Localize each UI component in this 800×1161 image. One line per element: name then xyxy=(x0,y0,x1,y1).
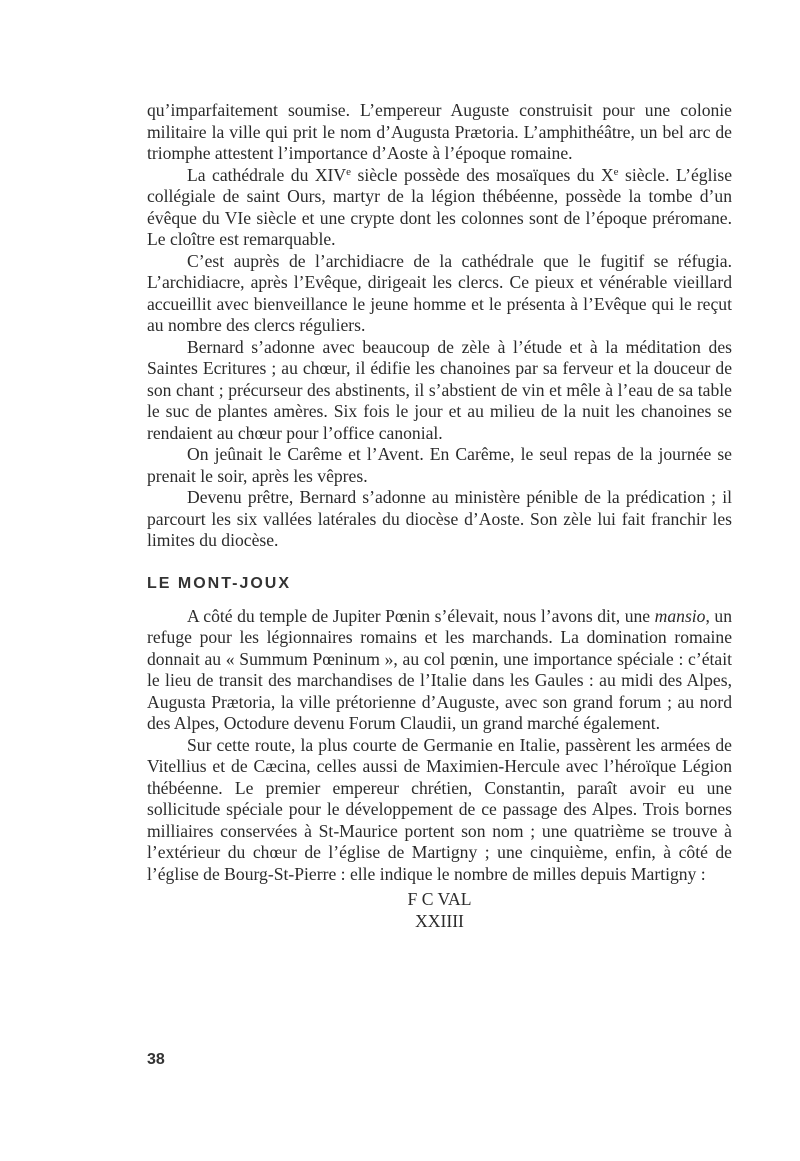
inscription-line-2: XXIIII xyxy=(415,910,464,931)
body-text xyxy=(147,100,732,932)
paragraph-bernard-study: Bernard s’adonne avec beaucoup de zèle à l’étude et à la méditation des Saintes Ecritures ; au chœur, il édifie les chanoines par sa ferveur et la douceur de son chant ; précurseur des abstinents, il s’abstient de vin et mêle à l’eau de sa table le suc de plantes amères. Six fois le jour et au milieu de la nuit les chanoines se rendaient au chœur pour l’office canonial. xyxy=(147,336,732,443)
paragraph-saint-ours: L’église collégiale de saint Ours, martyr de la légion thébéenne, possède la tombe d’un évêque du VIe siècle et une crypte dont les colonnes sont de l’époque préromane. Le cloître est remarquable. xyxy=(147,164,732,249)
paragraph-cathedral: La cathédrale du XIVe siècle possède des mosaïques du Xe siècle. L’église collégiale de saint Ours, martyr de la légion thébéenne, possède la tombe d’un évêque du VIe siècle et une crypte dont les colonnes sont de l’époque préromane. Le cloître est remarquable. xyxy=(147,164,732,249)
paragraph-augustus: qu’imparfaitement soumise. L’empereur Auguste construisit pour une colonie militaire la ville qui prit le nom d’Augusta Prætoria. L’amphithéâtre, un bel arc de triomphe attestent l’importance d’Aoste à l’époque romaine. xyxy=(147,100,732,163)
inscription-line-1: F C VAL xyxy=(407,889,472,909)
paragraph-careme: On jeûnait le Carême et l’Avent. En Carême, le seul repas de la journée se prenait le soir, après les vêpres. xyxy=(147,444,732,486)
paragraph-route: Sur cette route, la plus courte de Germanie en Italie, passèrent les armées de Vitellius et de Cæcina, celles aussi de Maximien-Hercule avec l’héroïque Légion thébéenne. Le premier empereur chrétien, Constantin, paraît avoir eu une sollicitude spéciale pour le développement de ce passage des Alpes. Trois bornes milliaires conservées à St-Maurice portent son nom ; une quatrième se trouve à l’extérieur du chœur de l’église de Martigny ; une cinquième, enfin, à côté de l’église de Bourg-St-Pierre : elle indique le nombre de milles depuis Martigny : xyxy=(147,734,732,884)
section-title: LE MONT-JOUX xyxy=(147,574,292,592)
paragraph-temple: A côté du temple de Jupiter Pœnin s’élevait, nous l’avons dit, une mansio, un refuge pour les légionnaires romains et les marchands. La domination romaine donnait au « Summum Pœninum », au col pœnin, une importance spéciale : c’était le lieu de transit des marchandises de l’Italie dans les Gaules : au midi des Alpes, Augusta Prætoria, la ville prétorienne d’Auguste, avec son grand forum ; au nord des Alpes, Octodure devenu Forum Claudii, un grand marché également. xyxy=(147,605,732,733)
paragraph-archidiacre: C’est auprès de l’archidiacre de la cathédrale que le fugitif se réfugia. L’archidiacre, après l’Evêque, dirigeait les clercs. Ce pieux et vénérable vieillard accueillit avec bienveillance le jeune homme et le présenta à l’Evêque qui le reçut au nombre des clercs réguliers. xyxy=(147,250,732,335)
milestone-inscription xyxy=(147,889,732,932)
page-number: 38 xyxy=(147,1051,165,1068)
paragraph-pretre: Devenu prêtre, Bernard s’adonne au ministère pénible de la prédication ; il parcourt les six vallées latérales du diocèse d’Aoste. Son zèle lui fait franchir les limites du diocèse. xyxy=(147,487,732,550)
